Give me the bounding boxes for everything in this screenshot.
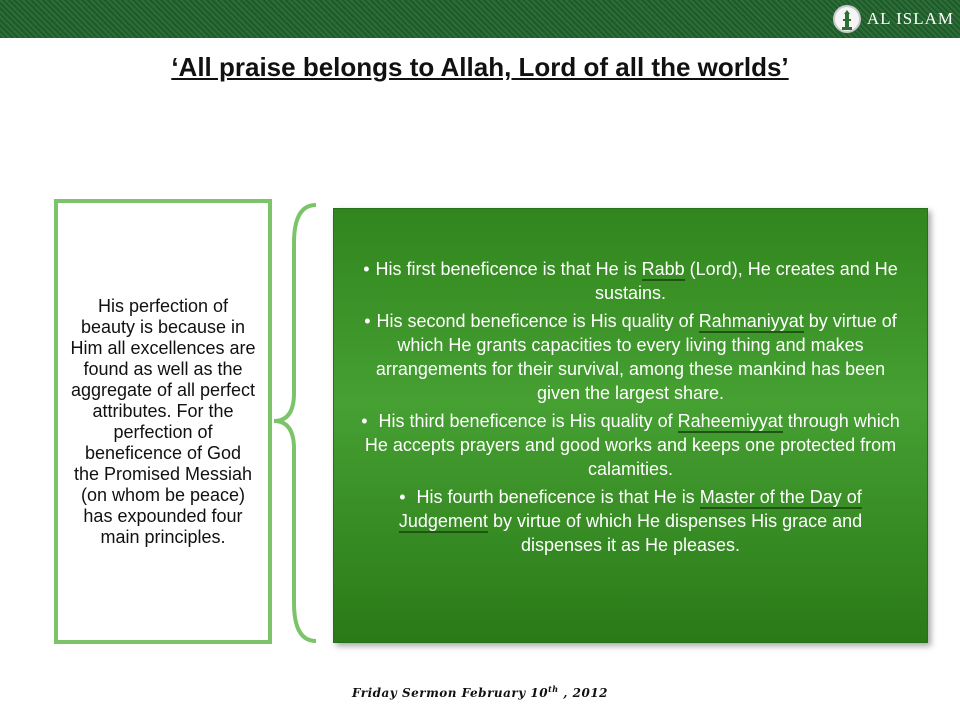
bullet-icon: • [364, 311, 371, 331]
slide-title: ‘All praise belongs to Allah, Lord of all the worlds’ [171, 52, 789, 82]
principle-item [334, 485, 927, 557]
principle-item [334, 309, 927, 405]
principle-term: Raheemiyyat [677, 411, 783, 431]
principle-text: by virtue of which He dispenses His grace and dispenses it as He pleases. [487, 511, 863, 555]
principle-text: through which He accepts prayers and good works and keeps one protected from calamities. [364, 411, 900, 479]
footer-sup: th [548, 684, 559, 694]
principle-term: Rabb [641, 259, 685, 279]
minaret-icon [833, 5, 861, 33]
bullet-icon: • [363, 259, 370, 279]
principle-text: His fourth beneficence is that He is [411, 487, 700, 507]
principle-text: His first beneficence is that He is [375, 259, 642, 279]
logo-text: AL ISLAM [866, 9, 954, 28]
principle-item [334, 409, 927, 481]
curly-brace-icon [272, 203, 332, 643]
intro-text: His perfection of beauty is because in Him all excellences are found as well as the aggregate of all perfect attributes. For the perfection of beneficence of God the Promised Messiah (on whom be peace) has expounded four main principles. [70, 295, 256, 547]
principle-text: by virtue of which He grants capacities to every living thing and makes arrangements for their survival, among these mankind has been given the largest share. [375, 311, 897, 403]
principles-box [333, 208, 928, 643]
intro-box [54, 199, 272, 644]
header-bar [0, 0, 960, 38]
bullet-icon: • [361, 411, 368, 431]
principle-term: Rahmaniyyat [698, 311, 804, 331]
principle-text: His third beneficence is His quality of [373, 411, 678, 431]
principle-text: His second beneficence is His quality of [376, 311, 699, 331]
principle-item [334, 257, 927, 305]
principle-text: (Lord), He creates and He sustains. [594, 259, 898, 303]
principle-term: Master of the Day of Judgement [398, 487, 862, 531]
footer-text: Friday Sermon February 10 [351, 686, 549, 700]
bullet-icon: • [399, 487, 406, 507]
footer-caption [0, 684, 960, 700]
principles-list [334, 257, 927, 561]
al-islam-logo[interactable] [833, 3, 954, 35]
footer-text: , 2012 [558, 686, 609, 700]
